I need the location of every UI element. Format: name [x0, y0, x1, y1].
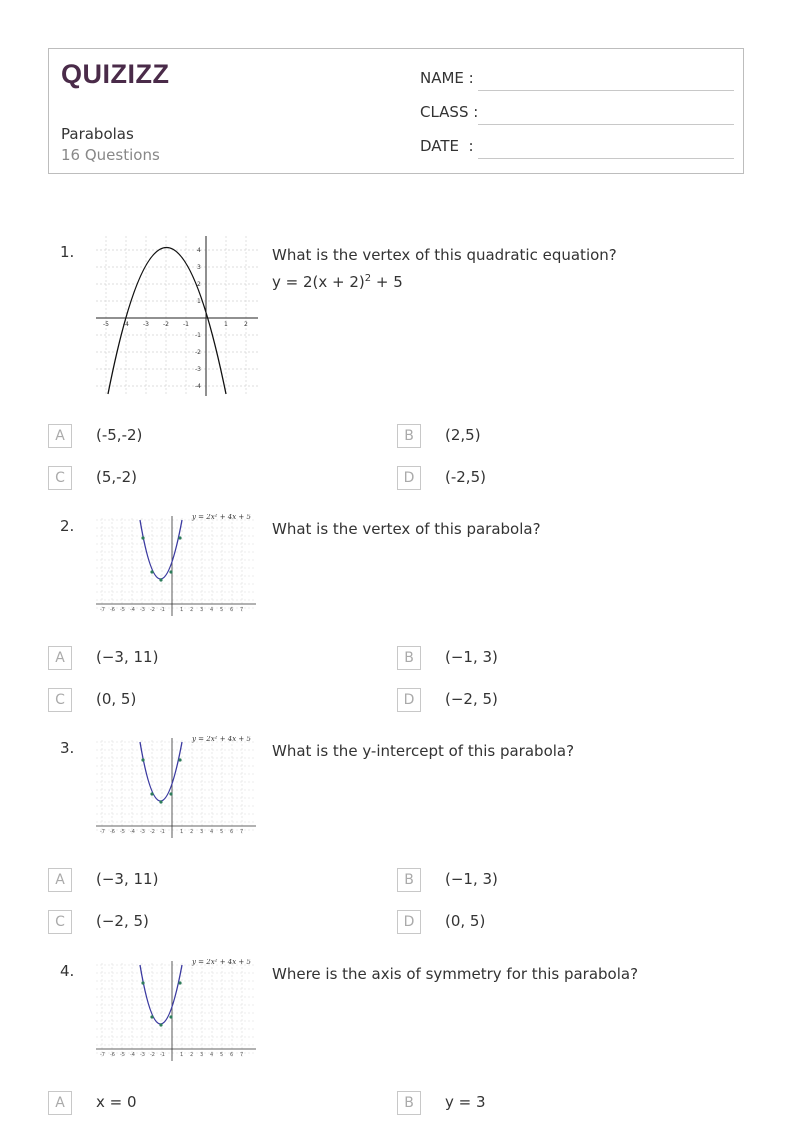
- plotted-point: [141, 981, 144, 984]
- x-tick: -1: [160, 1052, 165, 1058]
- option-letter: A: [48, 1091, 72, 1115]
- x-tick: 5: [220, 1052, 224, 1058]
- graph-equation-label: y = 2x² + 4x + 5: [192, 736, 251, 743]
- x-tick: 1: [180, 607, 184, 613]
- option-letter: A: [48, 424, 72, 448]
- option-text: (−1, 3): [445, 648, 498, 666]
- x-tick: 5: [220, 829, 224, 835]
- plotted-point: [150, 792, 153, 795]
- question-text: Where is the axis of symmetry for this parabola?: [272, 965, 639, 983]
- worksheet-header: [48, 48, 744, 174]
- y-tick: -1: [195, 332, 201, 339]
- option-letter: A: [48, 646, 72, 670]
- question-text: What is the vertex of this parabola?: [272, 520, 541, 538]
- option-text: x = 0: [96, 1093, 137, 1111]
- y-tick: 1: [197, 298, 201, 305]
- parabola-curve: [140, 520, 182, 579]
- option-letter: B: [397, 868, 421, 892]
- parabola-graph-1: [96, 236, 258, 396]
- x-tick: 2: [190, 1052, 194, 1058]
- x-tick: -2: [150, 1052, 155, 1058]
- plotted-point: [150, 570, 153, 573]
- graph-equation-label: y = 2x² + 4x + 5: [192, 514, 251, 521]
- option-text: (5,-2): [96, 468, 137, 486]
- parabola-graph-2: [96, 514, 258, 620]
- y-tick: -3: [195, 366, 201, 373]
- x-tick: -2: [163, 321, 169, 328]
- equation-exponent: 2: [364, 273, 372, 284]
- plotted-point: [178, 536, 181, 539]
- x-tick: 7: [240, 829, 244, 835]
- x-tick: 4: [210, 1052, 214, 1058]
- option-text: (−3, 11): [96, 648, 159, 666]
- question-prompt: What is the vertex of this quadratic equation?: [272, 246, 617, 264]
- x-tick: -6: [110, 607, 115, 613]
- class-field[interactable]: [420, 103, 734, 125]
- worksheet-title: Parabolas: [61, 125, 134, 143]
- x-tick: -5: [120, 607, 125, 613]
- option-letter: C: [48, 910, 72, 934]
- option-text: (−2, 5): [445, 690, 498, 708]
- x-tick: 7: [240, 1052, 244, 1058]
- option-letter: B: [397, 424, 421, 448]
- x-tick: 2: [190, 607, 194, 613]
- y-tick: 3: [197, 264, 201, 271]
- y-tick: 4: [197, 247, 201, 254]
- plotted-point: [169, 792, 172, 795]
- question-text: [272, 243, 752, 294]
- question-number: 3.: [60, 739, 75, 757]
- plotted-point: [150, 1015, 153, 1018]
- plotted-point: [169, 1015, 172, 1018]
- y-tick: -2: [195, 349, 201, 356]
- parabola-graph-3: [96, 736, 258, 842]
- date-label: DATE :: [420, 137, 474, 155]
- graph-equation-label: y = 2x² + 4x + 5: [192, 959, 251, 966]
- question-number: 4.: [60, 962, 75, 980]
- x-tick: -7: [100, 607, 105, 613]
- option-letter: C: [48, 688, 72, 712]
- x-tick: 6: [230, 829, 234, 835]
- parabola-curve: [140, 965, 182, 1024]
- plotted-point: [159, 578, 162, 581]
- class-line[interactable]: [478, 124, 734, 125]
- x-tick: -5: [120, 829, 125, 835]
- x-tick: 4: [210, 829, 214, 835]
- name-field[interactable]: [420, 69, 734, 91]
- x-tick: 4: [210, 607, 214, 613]
- x-tick: -4: [130, 829, 135, 835]
- x-tick: -3: [140, 1052, 145, 1058]
- x-tick: 5: [220, 607, 224, 613]
- x-tick: -3: [140, 829, 145, 835]
- x-tick: -3: [143, 321, 149, 328]
- option-letter: B: [397, 646, 421, 670]
- x-tick: 1: [180, 829, 184, 835]
- option-text: (−2, 5): [96, 912, 149, 930]
- x-tick: -7: [100, 829, 105, 835]
- date-field[interactable]: [420, 137, 734, 159]
- date-line[interactable]: [478, 158, 734, 159]
- x-tick: -1: [160, 607, 165, 613]
- question-equation: [272, 267, 752, 294]
- plotted-point: [178, 758, 181, 761]
- option-text: (2,5): [445, 426, 481, 444]
- x-tick: -5: [120, 1052, 125, 1058]
- option-letter: D: [397, 466, 421, 490]
- x-tick: -4: [130, 607, 135, 613]
- x-tick: 1: [224, 321, 228, 328]
- x-tick: 2: [190, 829, 194, 835]
- parabola-graph-4: [96, 959, 258, 1065]
- option-text: (0, 5): [96, 690, 137, 708]
- x-tick: 6: [230, 607, 234, 613]
- x-tick: -6: [110, 829, 115, 835]
- plotted-point: [141, 536, 144, 539]
- option-letter: D: [397, 910, 421, 934]
- x-tick: -2: [150, 607, 155, 613]
- plotted-point: [141, 758, 144, 761]
- equation-tail: + 5: [371, 273, 403, 291]
- option-letter: D: [397, 688, 421, 712]
- x-tick: -4: [130, 1052, 135, 1058]
- x-tick: -7: [100, 1052, 105, 1058]
- x-tick: 7: [240, 607, 244, 613]
- x-tick: 3: [200, 1052, 204, 1058]
- quizizz-logo: QUIZIZZ: [61, 59, 170, 89]
- option-text: (−3, 11): [96, 870, 159, 888]
- x-tick: -1: [183, 321, 189, 328]
- parabola-curve: [140, 742, 182, 801]
- option-text: (-5,-2): [96, 426, 143, 444]
- x-tick: -4: [123, 321, 129, 328]
- x-tick: -5: [103, 321, 109, 328]
- plotted-point: [159, 1023, 162, 1026]
- y-tick: -4: [195, 383, 201, 390]
- x-tick: 6: [230, 1052, 234, 1058]
- option-text: (−1, 3): [445, 870, 498, 888]
- plotted-point: [169, 570, 172, 573]
- class-label: CLASS :: [420, 103, 479, 121]
- question-number: 1.: [60, 243, 75, 261]
- name-label: NAME :: [420, 69, 474, 87]
- option-text: (0, 5): [445, 912, 486, 930]
- plotted-point: [178, 981, 181, 984]
- question-number: 2.: [60, 517, 75, 535]
- y-tick: 2: [197, 281, 201, 288]
- question-text: What is the y-intercept of this parabola?: [272, 742, 575, 760]
- option-letter: B: [397, 1091, 421, 1115]
- x-tick: -1: [160, 829, 165, 835]
- x-tick: 3: [200, 607, 204, 613]
- option-letter: C: [48, 466, 72, 490]
- x-tick: -2: [150, 829, 155, 835]
- plotted-point: [159, 800, 162, 803]
- option-text: y = 3: [445, 1093, 486, 1111]
- x-tick: -6: [110, 1052, 115, 1058]
- option-letter: A: [48, 868, 72, 892]
- x-tick: -3: [140, 607, 145, 613]
- name-line[interactable]: [478, 90, 734, 91]
- x-tick: 2: [244, 321, 248, 328]
- equation-base: y = 2(x + 2): [272, 273, 365, 291]
- option-text: (-2,5): [445, 468, 486, 486]
- x-tick: 3: [200, 829, 204, 835]
- x-tick: 1: [180, 1052, 184, 1058]
- question-count: 16 Questions: [61, 146, 160, 164]
